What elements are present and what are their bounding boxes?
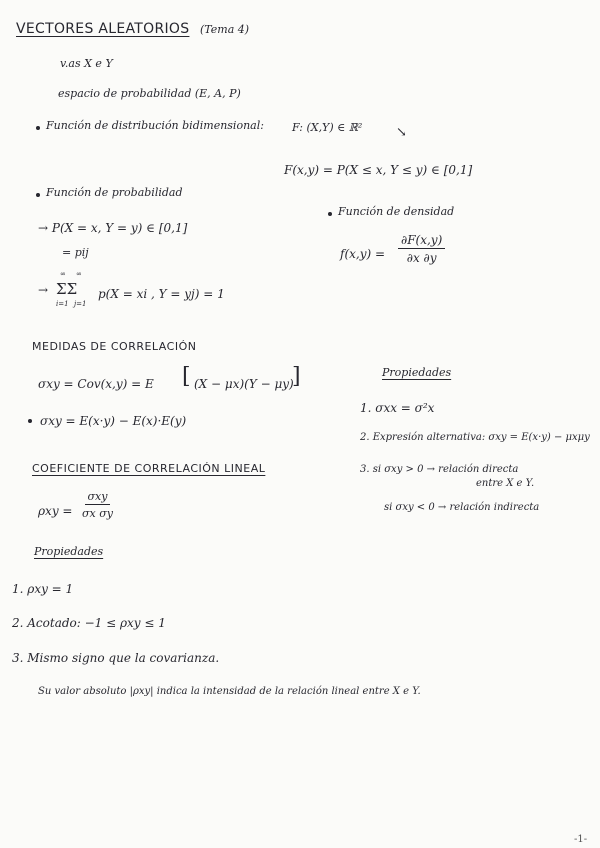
density-numerator: ∂F(x,y)	[398, 234, 445, 249]
rho-lhs: ρxy =	[38, 504, 73, 518]
page-number: -1-	[574, 834, 588, 845]
bullet-dot	[28, 419, 32, 423]
correlation-header: MEDIDAS DE CORRELACIÓN	[32, 340, 197, 353]
property-right-1: 1. σxx = σ²x	[360, 401, 435, 415]
sum-upper-j: ∞	[76, 270, 82, 278]
property-left-2: 2. Acotado: −1 ≤ ρxy ≤ 1	[12, 616, 166, 630]
density-label: Función de densidad	[338, 205, 455, 218]
sum-upper-i: ∞	[60, 270, 66, 278]
bullet-dot	[36, 193, 40, 197]
property-right-4: si σxy < 0 → relación indirecta	[384, 502, 540, 513]
density-lhs: f(x,y) =	[340, 247, 386, 261]
sum-sigma: ΣΣ	[56, 280, 78, 298]
covariance-inner: (X − μx)(Y − μy)	[194, 377, 294, 391]
probability-line-1: → P(X = x, Y = y) ∈ [0,1]	[38, 221, 188, 235]
property-right-3b: entre X e Y.	[476, 478, 535, 489]
intro-variables: v.as X e Y	[60, 57, 113, 70]
property-left-1: 1. ρxy = 1	[12, 582, 74, 596]
property-right-3: 3. si σxy > 0 → relación directa	[360, 464, 519, 475]
property-left-3: 3. Mismo signo que la covarianza.	[12, 651, 220, 665]
distribution-definition: F: (X,Y) ∈ ℝ²	[292, 121, 363, 134]
bullet-dot	[36, 126, 40, 130]
distribution-label: Función de distribución bidimensional:	[46, 119, 264, 132]
properties-right-title: Propiedades	[382, 366, 452, 379]
rho-numerator: σxy	[85, 491, 111, 505]
covariance-bracket-close: ]	[292, 364, 301, 389]
properties-left-title: Propiedades	[34, 545, 104, 558]
rho-fraction	[82, 491, 113, 519]
density-fraction	[398, 234, 445, 264]
distribution-arrow-icon: ↘	[396, 125, 407, 140]
distribution-formula: F(x,y) = P(X ≤ x, Y ≤ y) ∈ [0,1]	[284, 163, 473, 177]
property-left-3b: Su valor absoluto |ρxy| indica la intensidad de la relación lineal entre X e Y.	[38, 686, 421, 697]
coefficient-header: COEFICIENTE DE CORRELACIÓN LINEAL	[32, 462, 266, 475]
rho-denominator: σx σy	[82, 507, 113, 520]
double-sum	[56, 270, 96, 310]
bullet-dot	[328, 212, 332, 216]
density-denominator: ∂x ∂y	[406, 251, 437, 265]
sum-lower-i: i=1	[56, 300, 69, 308]
covariance-alternative: σxy = E(x·y) − E(x)·E(y)	[40, 414, 187, 428]
covariance-lhs: σxy = Cov(x,y) = E	[38, 377, 154, 391]
probability-line-2: = pij	[62, 246, 89, 259]
property-right-2: 2. Expresión alternativa: σxy = E(x·y) − μxμy	[360, 432, 590, 443]
probability-label: Función de probabilidad	[46, 186, 183, 199]
intro-probability-space: espacio de probabilidad (E, A, P)	[58, 87, 241, 100]
sum-lower-j: j=1	[74, 300, 87, 308]
sum-arrow-icon: →	[38, 283, 49, 297]
topic-label: (Tema 4)	[200, 23, 250, 36]
page-title: VECTORES ALEATORIOS	[16, 21, 190, 37]
covariance-bracket-open: [	[182, 364, 191, 389]
sum-body: p(X = xi , Y = yj) = 1	[98, 287, 225, 301]
